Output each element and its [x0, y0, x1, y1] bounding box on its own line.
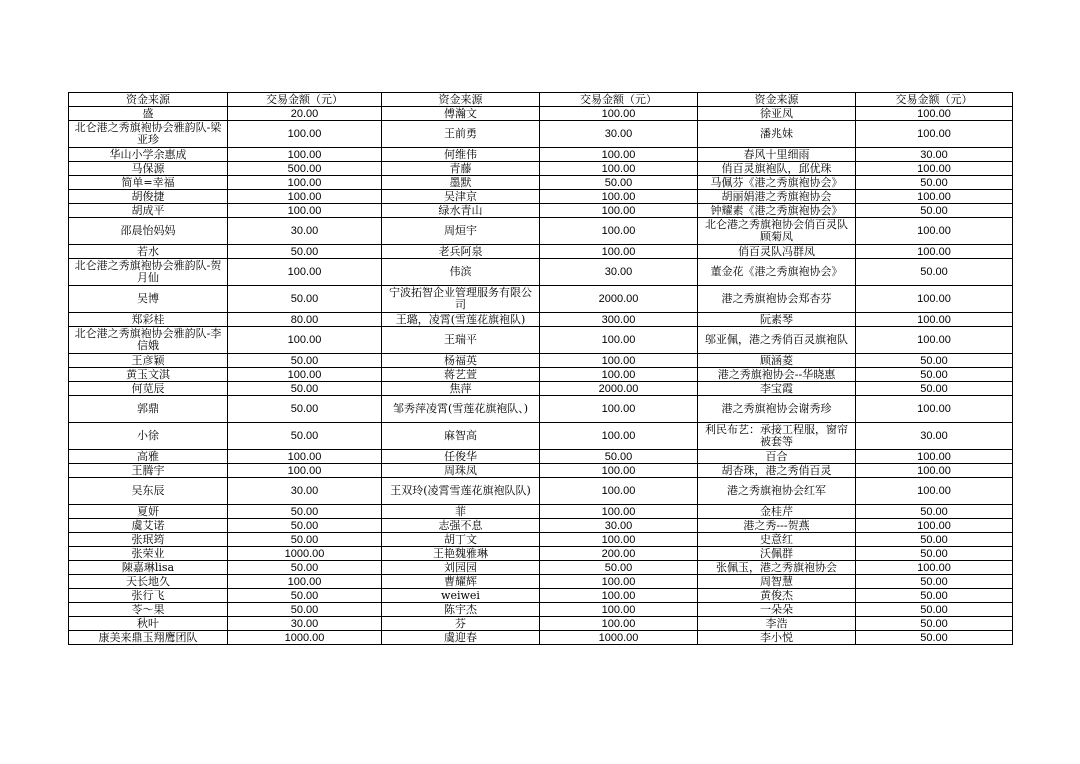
cell-source-1: 康美来鼎玉翔鹰团队	[69, 631, 228, 645]
cell-source-1: 张行飞	[69, 589, 228, 603]
cell-source-3: 李宝霞	[698, 382, 856, 396]
cell-source-3: 胡杏珠，港之秀俏百灵	[698, 464, 856, 478]
table-row	[69, 519, 1013, 533]
table-row	[69, 396, 1013, 423]
cell-amount-3: 100.00	[856, 313, 1013, 327]
cell-source-1: 何苋辰	[69, 382, 228, 396]
cell-source-1: 北仑港之秀旗袍协会雅韵队-贺月仙	[69, 259, 228, 286]
table-row	[69, 245, 1013, 259]
cell-source-1: 高雅	[69, 450, 228, 464]
table-row	[69, 327, 1013, 354]
cell-amount-3: 50.00	[856, 368, 1013, 382]
cell-amount-2: 100.00	[540, 148, 698, 162]
cell-source-2: 周烜宇	[382, 218, 540, 245]
cell-source-1: 吴博	[69, 286, 228, 313]
cell-amount-3: 30.00	[856, 423, 1013, 450]
cell-amount-3: 50.00	[856, 505, 1013, 519]
cell-amount-3: 50.00	[856, 259, 1013, 286]
cell-source-2: 周珠凤	[382, 464, 540, 478]
cell-amount-1: 100.00	[228, 327, 382, 354]
cell-amount-3: 100.00	[856, 218, 1013, 245]
cell-source-2: 邹秀萍凌霄(雪莲花旗袍队、)	[382, 396, 540, 423]
cell-source-2: 志强不息	[382, 519, 540, 533]
table-row	[69, 218, 1013, 245]
table-row	[69, 505, 1013, 519]
cell-amount-1: 100.00	[228, 368, 382, 382]
cell-source-1: 吴东辰	[69, 478, 228, 505]
header-row	[69, 93, 1013, 107]
cell-amount-1: 50.00	[228, 603, 382, 617]
cell-amount-2: 100.00	[540, 327, 698, 354]
cell-amount-2: 1000.00	[540, 631, 698, 645]
cell-amount-2: 30.00	[540, 259, 698, 286]
table-row	[69, 589, 1013, 603]
cell-source-1: 黄玉文淇	[69, 368, 228, 382]
cell-source-1: 胡俊捷	[69, 190, 228, 204]
cell-source-3: 顾涵菱	[698, 354, 856, 368]
cell-source-1: 天长地久	[69, 575, 228, 589]
table-row	[69, 547, 1013, 561]
table-row	[69, 561, 1013, 575]
cell-amount-2: 50.00	[540, 176, 698, 190]
cell-amount-3: 100.00	[856, 107, 1013, 121]
cell-source-1: 王腾宇	[69, 464, 228, 478]
cell-amount-1: 100.00	[228, 464, 382, 478]
cell-source-3: 港之秀旗袍协会郑杏芬	[698, 286, 856, 313]
cell-source-2: 王艳魏雅琳	[382, 547, 540, 561]
table-row	[69, 121, 1013, 148]
cell-source-2: 王瑞平	[382, 327, 540, 354]
cell-source-2: 焦萍	[382, 382, 540, 396]
cell-amount-2: 100.00	[540, 575, 698, 589]
table-row	[69, 286, 1013, 313]
cell-source-3: 黄俊杰	[698, 589, 856, 603]
cell-source-3: 史意红	[698, 533, 856, 547]
cell-amount-3: 50.00	[856, 575, 1013, 589]
cell-amount-2: 300.00	[540, 313, 698, 327]
table-row	[69, 204, 1013, 218]
cell-source-2: 任俊华	[382, 450, 540, 464]
cell-amount-3: 100.00	[856, 450, 1013, 464]
cell-source-1: 陳嘉琳lisa	[69, 561, 228, 575]
cell-source-1: 华山小学余惠成	[69, 148, 228, 162]
cell-source-2: 墨默	[382, 176, 540, 190]
cell-source-2: 吴津京	[382, 190, 540, 204]
cell-source-1: 盛	[69, 107, 228, 121]
cell-source-3: 徐亚凤	[698, 107, 856, 121]
cell-source-2: 绿水青山	[382, 204, 540, 218]
cell-source-3: 港之秀旗袍协会谢秀珍	[698, 396, 856, 423]
cell-amount-2: 200.00	[540, 547, 698, 561]
table-row	[69, 533, 1013, 547]
cell-source-2: 虞迎春	[382, 631, 540, 645]
cell-amount-1: 50.00	[228, 505, 382, 519]
cell-source-2: 青藤	[382, 162, 540, 176]
cell-source-1: 简单=幸福	[69, 176, 228, 190]
cell-amount-1: 100.00	[228, 259, 382, 286]
cell-amount-3: 50.00	[856, 617, 1013, 631]
cell-source-1: 夏妍	[69, 505, 228, 519]
cell-amount-2: 100.00	[540, 617, 698, 631]
cell-amount-1: 500.00	[228, 162, 382, 176]
ledger-body	[69, 93, 1013, 645]
cell-amount-2: 100.00	[540, 245, 698, 259]
cell-source-3: 俏百灵队冯群凤	[698, 245, 856, 259]
cell-amount-2: 30.00	[540, 519, 698, 533]
header-source-2: 资金来源	[382, 93, 540, 107]
cell-source-1: 若水	[69, 245, 228, 259]
cell-amount-1: 1000.00	[228, 547, 382, 561]
cell-source-2: 何维伟	[382, 148, 540, 162]
cell-source-1: 小徐	[69, 423, 228, 450]
cell-amount-2: 100.00	[540, 354, 698, 368]
cell-amount-1: 100.00	[228, 450, 382, 464]
cell-source-1: 秋叶	[69, 617, 228, 631]
cell-amount-3: 50.00	[856, 547, 1013, 561]
cell-amount-2: 100.00	[540, 533, 698, 547]
header-amount-1: 交易金额（元）	[228, 93, 382, 107]
cell-amount-3: 50.00	[856, 382, 1013, 396]
cell-amount-3: 100.00	[856, 286, 1013, 313]
cell-source-2: 宁波拓智企业管理服务有限公司	[382, 286, 540, 313]
cell-source-3: 沃佩群	[698, 547, 856, 561]
cell-amount-2: 100.00	[540, 505, 698, 519]
cell-amount-3: 50.00	[856, 589, 1013, 603]
table-row	[69, 617, 1013, 631]
cell-amount-2: 100.00	[540, 190, 698, 204]
table-row	[69, 478, 1013, 505]
cell-source-3: 周智慧	[698, 575, 856, 589]
cell-amount-3: 100.00	[856, 519, 1013, 533]
cell-source-3: 利民布艺：承接工程服，窗帘被套等	[698, 423, 856, 450]
cell-source-2: 麻智高	[382, 423, 540, 450]
cell-source-3: 钟耀素《港之秀旗袍协会》	[698, 204, 856, 218]
cell-amount-1: 100.00	[228, 148, 382, 162]
cell-amount-2: 100.00	[540, 603, 698, 617]
cell-source-2: 芬	[382, 617, 540, 631]
cell-source-2: 陈宇杰	[382, 603, 540, 617]
cell-amount-2: 100.00	[540, 464, 698, 478]
cell-source-3: 百合	[698, 450, 856, 464]
header-source-1: 资金来源	[69, 93, 228, 107]
cell-source-1: 马保源	[69, 162, 228, 176]
cell-amount-1: 30.00	[228, 617, 382, 631]
cell-amount-3: 50.00	[856, 204, 1013, 218]
cell-source-2: 伟滨	[382, 259, 540, 286]
cell-amount-3: 100.00	[856, 396, 1013, 423]
table-row	[69, 603, 1013, 617]
cell-amount-3: 30.00	[856, 148, 1013, 162]
cell-source-3: 春风十里细雨	[698, 148, 856, 162]
cell-amount-3: 50.00	[856, 631, 1013, 645]
cell-source-1: 北仑港之秀旗袍协会雅韵队-梁亚珍	[69, 121, 228, 148]
cell-amount-1: 100.00	[228, 121, 382, 148]
table-row	[69, 313, 1013, 327]
cell-source-1: 张荣业	[69, 547, 228, 561]
cell-amount-2: 100.00	[540, 162, 698, 176]
cell-amount-1: 100.00	[228, 176, 382, 190]
cell-source-3: 潘兆妹	[698, 121, 856, 148]
cell-amount-3: 100.00	[856, 245, 1013, 259]
cell-amount-3: 100.00	[856, 121, 1013, 148]
table-row	[69, 259, 1013, 286]
cell-amount-3: 100.00	[856, 478, 1013, 505]
table-row	[69, 450, 1013, 464]
cell-amount-1: 50.00	[228, 589, 382, 603]
cell-source-2: 王双玲(凌霄雪莲花旗袍队队)	[382, 478, 540, 505]
table-row	[69, 464, 1013, 478]
cell-source-3: 马佩芬《港之秀旗袍协会》	[698, 176, 856, 190]
cell-source-3: 阮素琴	[698, 313, 856, 327]
cell-amount-1: 100.00	[228, 575, 382, 589]
cell-amount-1: 50.00	[228, 423, 382, 450]
cell-source-3: 金桂芹	[698, 505, 856, 519]
cell-amount-3: 100.00	[856, 464, 1013, 478]
cell-amount-1: 50.00	[228, 561, 382, 575]
cell-source-2: 杨福英	[382, 354, 540, 368]
cell-source-3: 一朵朵	[698, 603, 856, 617]
cell-source-1: 胡成平	[69, 204, 228, 218]
header-source-3: 资金来源	[698, 93, 856, 107]
cell-amount-2: 100.00	[540, 204, 698, 218]
header-amount-2: 交易金额（元）	[540, 93, 698, 107]
cell-source-2: 刘园园	[382, 561, 540, 575]
table-row	[69, 382, 1013, 396]
cell-amount-3: 50.00	[856, 603, 1013, 617]
cell-source-3: 李小悦	[698, 631, 856, 645]
cell-amount-2: 100.00	[540, 589, 698, 603]
cell-amount-1: 50.00	[228, 533, 382, 547]
table-row	[69, 575, 1013, 589]
cell-source-3: 港之秀---贺燕	[698, 519, 856, 533]
cell-amount-1: 50.00	[228, 396, 382, 423]
cell-amount-2: 50.00	[540, 561, 698, 575]
cell-amount-3: 100.00	[856, 190, 1013, 204]
table-row	[69, 631, 1013, 645]
table-row	[69, 368, 1013, 382]
cell-amount-3: 100.00	[856, 162, 1013, 176]
cell-amount-3: 100.00	[856, 327, 1013, 354]
cell-amount-3: 50.00	[856, 533, 1013, 547]
cell-source-3: 俏百灵旗袍队，邱优珠	[698, 162, 856, 176]
header-amount-3: 交易金额（元）	[856, 93, 1013, 107]
table-row	[69, 190, 1013, 204]
cell-source-2: 老兵阿泉	[382, 245, 540, 259]
cell-source-3: 胡丽娟港之秀旗袍协会	[698, 190, 856, 204]
cell-source-3: 张佩玉，港之秀旗袍协会	[698, 561, 856, 575]
cell-source-2: 王前勇	[382, 121, 540, 148]
cell-amount-2: 2000.00	[540, 286, 698, 313]
cell-source-2: 曹耀辉	[382, 575, 540, 589]
cell-source-2: 菲	[382, 505, 540, 519]
cell-amount-2: 100.00	[540, 107, 698, 121]
cell-source-3: 邬亚佩，港之秀俏百灵旗袍队	[698, 327, 856, 354]
cell-amount-1: 100.00	[228, 190, 382, 204]
cell-amount-3: 50.00	[856, 354, 1013, 368]
cell-amount-2: 50.00	[540, 450, 698, 464]
cell-amount-1: 50.00	[228, 286, 382, 313]
cell-source-1: 虞艾诺	[69, 519, 228, 533]
cell-amount-1: 50.00	[228, 354, 382, 368]
cell-amount-3: 50.00	[856, 176, 1013, 190]
cell-source-3: 北仑港之秀旗袍协会俏百灵队顾菊凤	[698, 218, 856, 245]
cell-source-3: 李浩	[698, 617, 856, 631]
cell-source-1: 张珉筠	[69, 533, 228, 547]
cell-source-2: 胡丁文	[382, 533, 540, 547]
table-row	[69, 176, 1013, 190]
cell-amount-2: 100.00	[540, 218, 698, 245]
cell-amount-2: 100.00	[540, 478, 698, 505]
cell-source-1: 郑彩桂	[69, 313, 228, 327]
cell-source-3: 港之秀旗袍协会--华晓惠	[698, 368, 856, 382]
cell-source-1: 王彦颖	[69, 354, 228, 368]
cell-source-1: 北仑港之秀旗袍协会雅韵队-李信娥	[69, 327, 228, 354]
cell-source-2: 王璐，凌霄(雪莲花旗袍队)	[382, 313, 540, 327]
cell-source-3: 港之秀旗袍协会红军	[698, 478, 856, 505]
cell-source-2: 傅瀚文	[382, 107, 540, 121]
cell-source-2: 蒋艺萱	[382, 368, 540, 382]
cell-source-2: weiwei	[382, 589, 540, 603]
cell-amount-1: 30.00	[228, 478, 382, 505]
cell-amount-2: 100.00	[540, 423, 698, 450]
table-row	[69, 162, 1013, 176]
cell-amount-1: 30.00	[228, 218, 382, 245]
cell-amount-2: 100.00	[540, 368, 698, 382]
table-row	[69, 354, 1013, 368]
cell-source-1: 邵晨怡妈妈	[69, 218, 228, 245]
cell-amount-2: 30.00	[540, 121, 698, 148]
cell-amount-2: 100.00	[540, 396, 698, 423]
donation-ledger-table	[68, 92, 1013, 645]
table-row	[69, 107, 1013, 121]
cell-amount-1: 50.00	[228, 245, 382, 259]
cell-source-3: 董金花《港之秀旗袍协会》	[698, 259, 856, 286]
cell-amount-3: 100.00	[856, 561, 1013, 575]
table-row	[69, 423, 1013, 450]
cell-amount-1: 100.00	[228, 204, 382, 218]
cell-source-1: 苓～果	[69, 603, 228, 617]
cell-amount-2: 2000.00	[540, 382, 698, 396]
cell-amount-1: 50.00	[228, 519, 382, 533]
cell-amount-1: 50.00	[228, 382, 382, 396]
cell-amount-1: 1000.00	[228, 631, 382, 645]
cell-source-1: 郭鼎	[69, 396, 228, 423]
cell-amount-1: 20.00	[228, 107, 382, 121]
table-row	[69, 148, 1013, 162]
cell-amount-1: 80.00	[228, 313, 382, 327]
